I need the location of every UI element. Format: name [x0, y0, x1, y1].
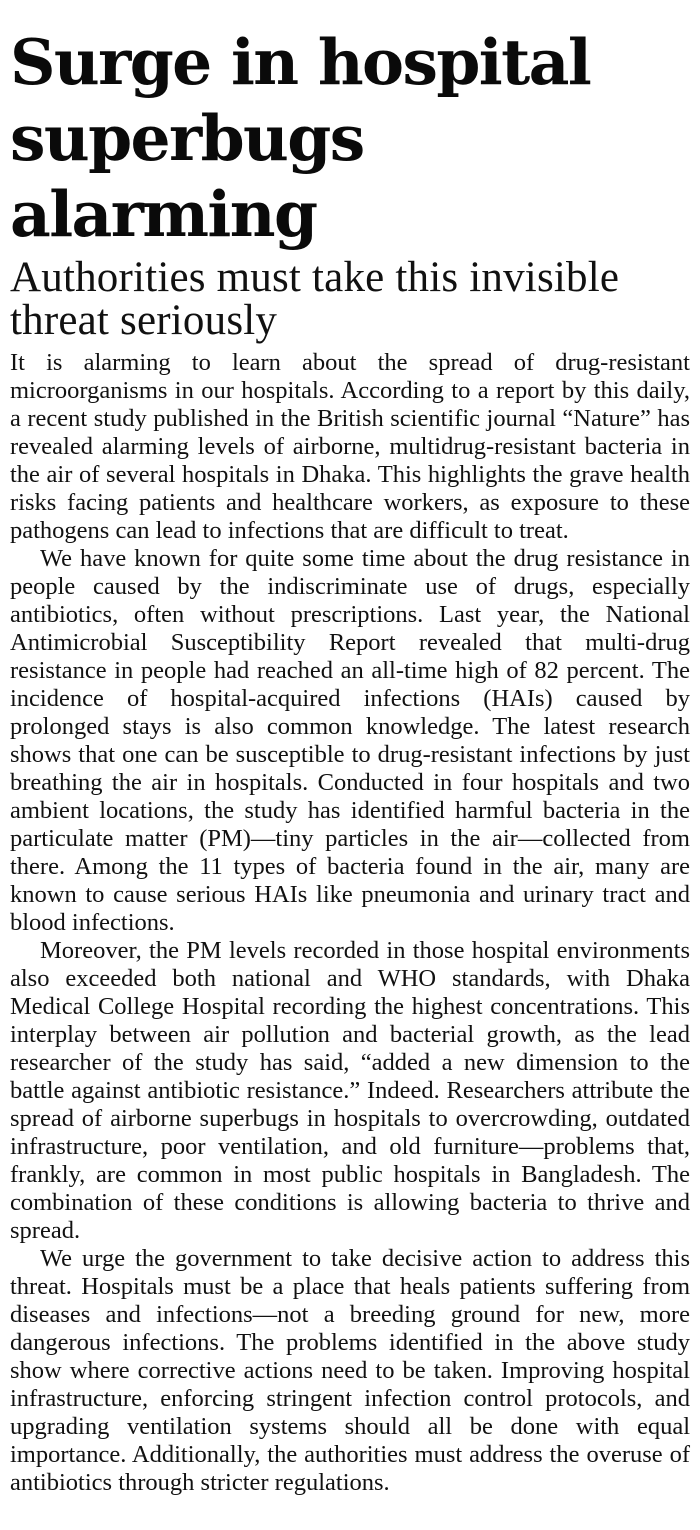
paragraph-4: We urge the government to take decisive action to address this threat. Hospitals must be a place that heals patients suffering from diseases and infections—not a breeding ground for new, more dangerous infections. The problems identified in the above study show where corrective actions need to be taken. Improving hospital infrastructure, enforcing stringent infection control protocols, and upgrading ventilation systems should all be done with equal importance. Additionally, the authorities must address the overuse of antibiotics through stricter regulations.: [10, 1245, 690, 1496]
paragraph-1: It is alarming to learn about the spread of drug-resistant microorganisms in our hospitals. According to a report by this daily, a recent study published in the British scientific journal “Nature” has revealed alarming levels of airborne, multidrug-resistant bacteria in the air of several hospitals in Dhaka. This highlights the grave health risks facing patients and healthcare workers, as exposure to these pathogens can lead to infections that are difficult to treat.: [10, 349, 690, 544]
editorial-article: [10, 0, 690, 1497]
article-body: [10, 349, 690, 1497]
paragraph-3: Moreover, the PM levels recorded in those hospital environments also exceeded both national and WHO standards, with Dhaka Medical College Hospital recording the highest concentrations. This interplay between air pollution and bacterial growth, as the lead researcher of the study has said, “added a new dimension to the battle against antibiotic resistance.” Indeed. Researchers attribute the spread of airborne superbugs in hospitals to overcrowding, outdated infrastructure, poor ventilation, and old furniture—problems that, frankly, are common in most public hospitals in Bangladesh. The combination of these conditions is allowing bacteria to thrive and spread.: [10, 937, 690, 1244]
subheadline: Authorities must take this invisible threat seriously: [10, 254, 620, 344]
headline: Surge in hospital superbugs alarming: [10, 25, 591, 251]
paragraph-2: We have known for quite some time about the drug resistance in people caused by the indiscriminate use of drugs, especially antibiotics, often without prescriptions. Last year, the National Antimicrobial Susceptibility Report revealed that multi-drug resistance in people had reached an all-time high of 82 percent. The incidence of hospital-acquired infections (HAIs) caused by prolonged stays is also common knowledge. The latest research shows that one can be susceptible to drug-resistant infections by just breathing the air in hospitals. Conducted in four hospitals and two ambient locations, the study has identified harmful bacteria in the particulate matter (PM)—tiny particles in the air—collected from there. Among the 11 types of bacteria found in the air, many are known to cause serious HAIs like pneumonia and urinary tract and blood infections.: [10, 545, 690, 936]
